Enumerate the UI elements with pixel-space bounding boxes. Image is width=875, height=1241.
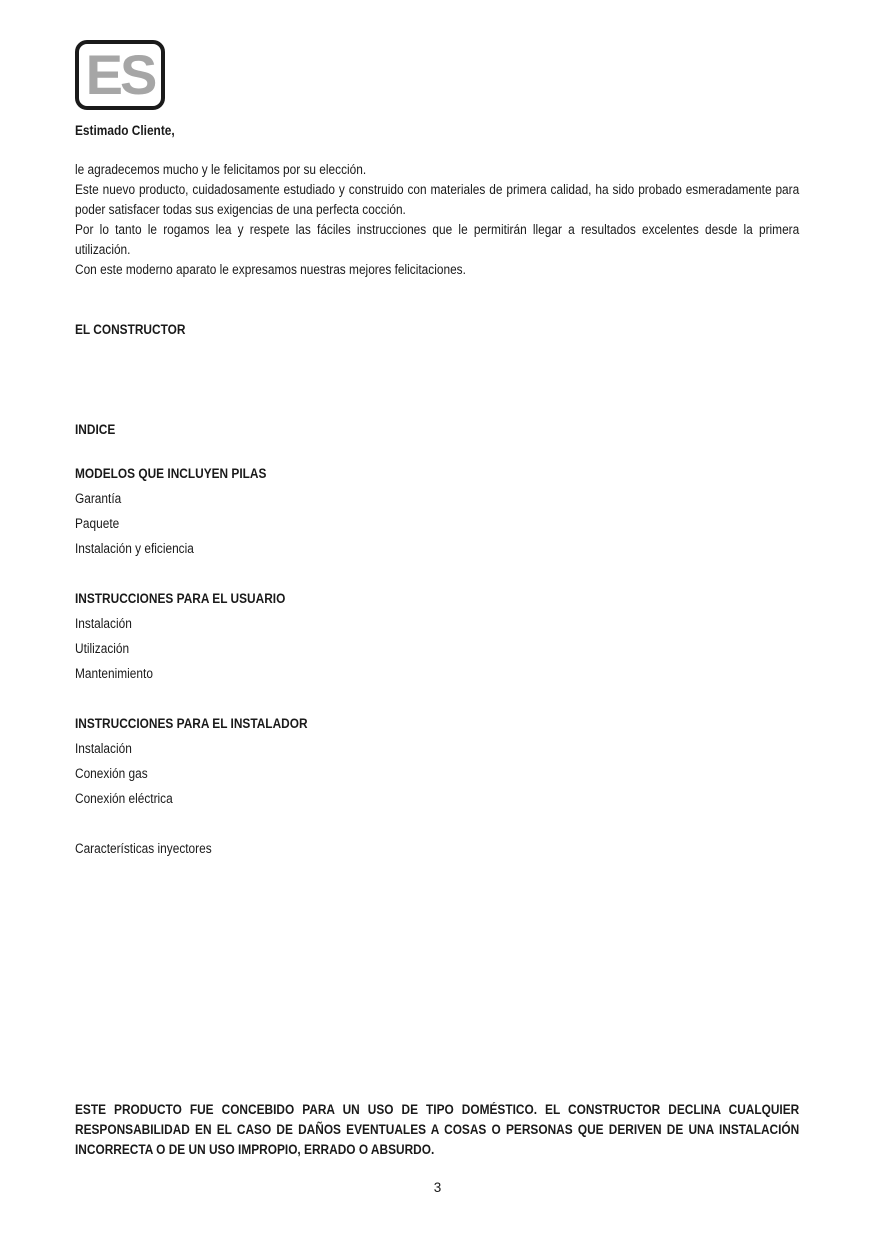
toc-item: Instalación — [75, 616, 132, 631]
toc-item: Características inyectores — [75, 841, 212, 856]
disclaimer: ESTE PRODUCTO FUE CONCEBIDO PARA UN USO DE TIPO DOMÉSTICO. EL CONSTRUCTOR DECLINA CUALQUIER RESPONSABILIDAD EN EL CASO DE DAÑOS EVENTUALES A COSAS O PERSONAS QUE DERIVEN DE UNA INSTALACIÓN INCORRECTA O DE UN USO IMPROPIO, ERRADO O ABSURDO. — [75, 1102, 800, 1157]
toc-item: Instalación y eficiencia — [75, 541, 194, 556]
toc-item: Instalación — [75, 741, 132, 756]
toc-section-title: MODELOS QUE INCLUYEN PILAS — [75, 466, 267, 481]
toc-item: Conexión gas — [75, 766, 148, 781]
toc-item: Utilización — [75, 641, 130, 656]
toc-item: Paquete — [75, 516, 120, 531]
intro-text — [75, 160, 799, 280]
intro-paragraph: Con este moderno aparato le expresamos nuestras mejores felicitaciones. — [75, 262, 466, 277]
greeting: Estimado Cliente, — [75, 123, 175, 138]
language-badge-label: ES — [85, 43, 155, 106]
toc-section-title: INSTRUCCIONES PARA EL INSTALADOR — [75, 716, 308, 731]
intro-paragraph: Por lo tanto le rogamos lea y respete las fáciles instrucciones que le permitirán llegar a resultados excelentes desde la primera utilización. — [75, 222, 800, 257]
toc-item: Garantía — [75, 491, 122, 506]
language-badge — [75, 40, 165, 110]
page-number: 3 — [433, 1180, 442, 1195]
table-of-contents — [75, 465, 308, 865]
signature: EL CONSTRUCTOR — [75, 322, 186, 337]
index-title: INDICE — [75, 422, 116, 437]
toc-section-title: INSTRUCCIONES PARA EL USUARIO — [75, 591, 286, 606]
intro-paragraph: Este nuevo producto, cuidadosamente estudiado y construido con materiales de primera calidad, ha sido probado esmeradamente para poder satisfacer todas sus exigencias de una perfecta cocción. — [75, 182, 800, 217]
intro-paragraph: le agradecemos mucho y le felicitamos por su elección. — [75, 162, 367, 177]
toc-item: Conexión eléctrica — [75, 791, 173, 806]
toc-item: Mantenimiento — [75, 666, 153, 681]
